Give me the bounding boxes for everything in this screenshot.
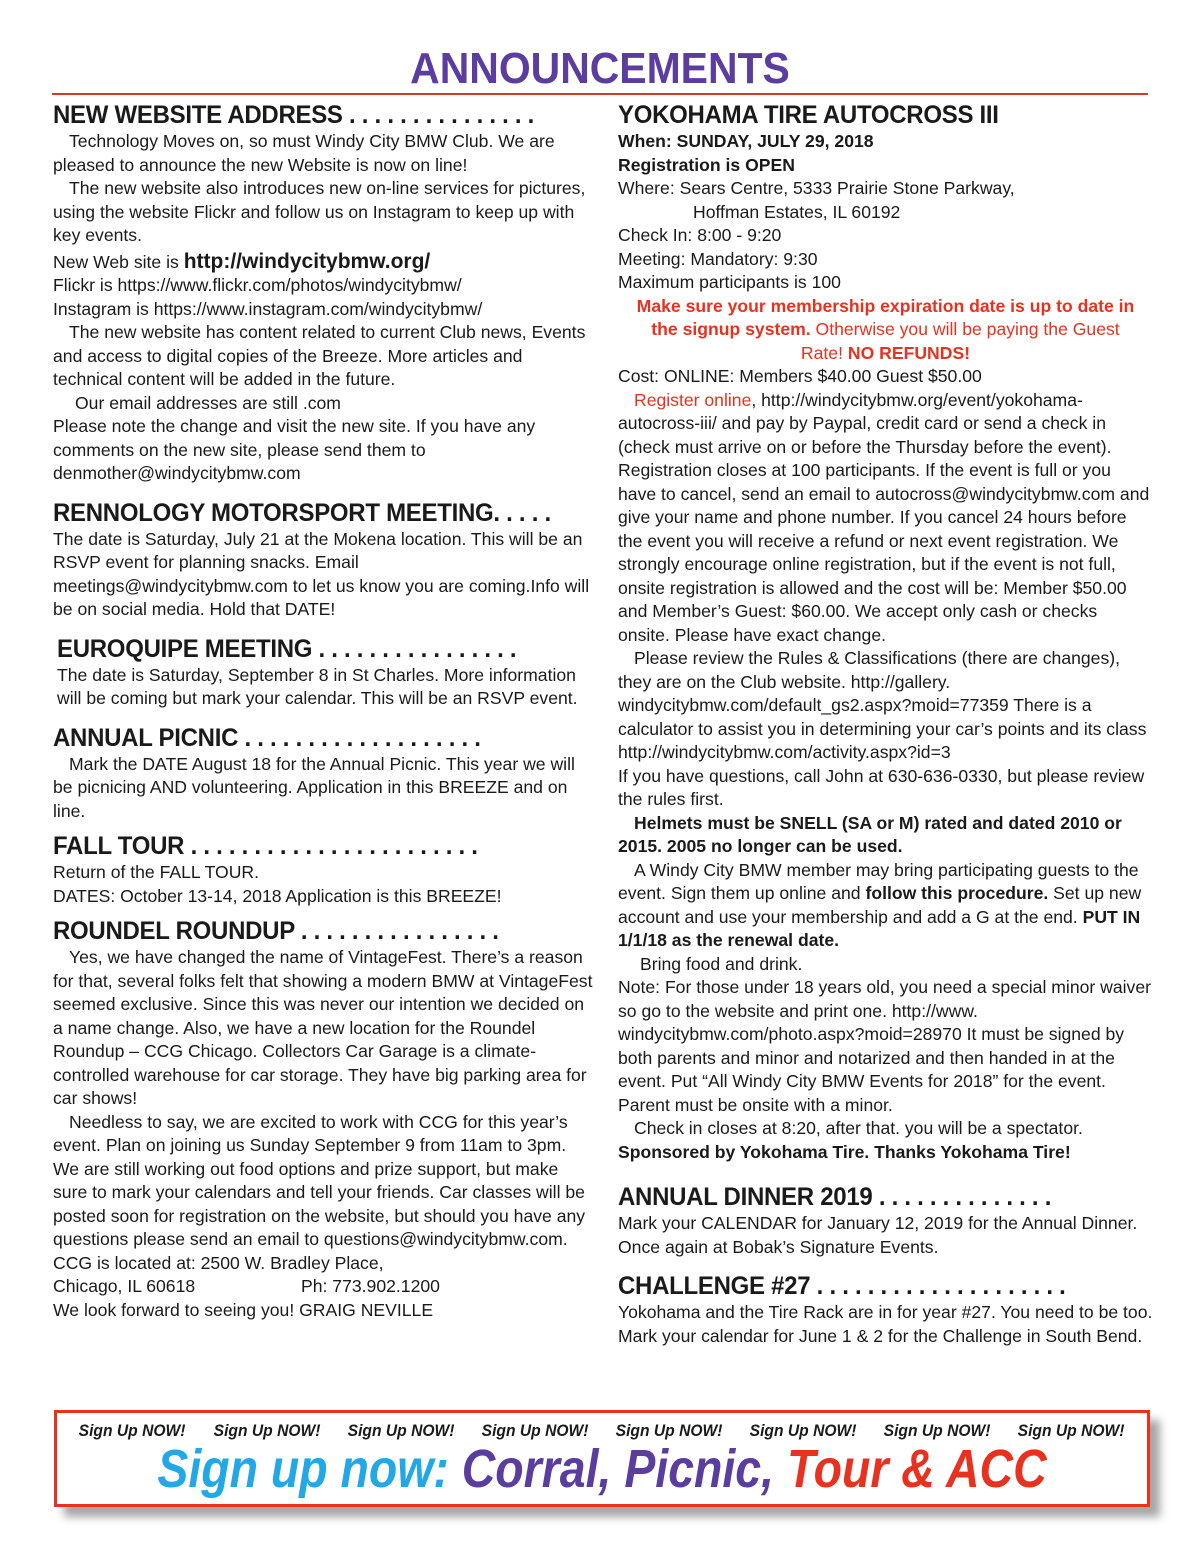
- roundel-p1: Yes, we have changed the name of VintageFest. There’s a reason for that, several folks felt that showing a modern BMW at VintageFest seemed exclusive. Since this was never our intention we decided on a name change. Also, we have a new location for the Roundel Roundup – CCG Chicago. Collectors Car Garage is a climate-controlled warehouse for car storage. They have big parking area for car shows!: [53, 947, 593, 1108]
- autocross-meeting: Meeting: Mandatory: 9:30: [618, 248, 818, 269]
- roundel-city: Chicago, IL 60618: [53, 1276, 196, 1296]
- website-p5: Please note the change and visit the new site. If you have any comments on the new site, please send them to denmother@windycitybmw.com: [53, 416, 536, 483]
- autocross-sponsor: Sponsored by Yokohama Tire. Thanks Yokohama Tire!: [618, 1141, 1071, 1162]
- fall-tour-line1: Return of the FALL TOUR.: [53, 862, 260, 882]
- signup-headline-b: Corral, Picnic,: [461, 1439, 775, 1499]
- autocross-section: [618, 100, 1153, 1164]
- signup-banner[interactable]: [54, 1410, 1150, 1507]
- signup-small-text: Sign Up NOW!: [749, 1421, 857, 1440]
- autocross-questions: If you have questions, call John at 630-636-0330, but please review the rules first.: [618, 765, 1145, 809]
- page-title: ANNOUNCEMENTS: [410, 44, 790, 93]
- euroquipe-section: [53, 634, 593, 711]
- title-divider: [52, 93, 1148, 95]
- autocross-checkclose: Check in closes at 8:20, after that. you will be a spectator.: [634, 1118, 1083, 1138]
- right-column: [618, 100, 1153, 1348]
- site-url-link[interactable]: http://windycitybmw.org/: [183, 249, 431, 273]
- roundel-closing: We look forward to seeing you! GRAIG NEVILLE: [53, 1299, 434, 1320]
- euroquipe-body: The date is Saturday, September 8 in St Charles. More information will be coming but mark your calendar. This will be an RSVP event.: [57, 664, 578, 708]
- signup-small-text: Sign Up NOW!: [1018, 1421, 1125, 1440]
- autocross-where2: Hoffman Estates, IL 60192: [693, 201, 901, 222]
- signup-small-text: Sign Up NOW!: [615, 1421, 723, 1440]
- roundel-location2: [53, 1275, 593, 1299]
- website-site-line: [53, 250, 593, 275]
- guests-text-b: follow this procedure.: [865, 883, 1049, 903]
- dinner-heading: ANNUAL DINNER 2019 . . . . . . . . . . . . . .: [618, 1183, 1052, 1211]
- roundel-location1: CCG is located at: 2500 W. Bradley Place,: [53, 1252, 384, 1273]
- warning-mid: Otherwise you will be paying the Guest Rate!: [800, 319, 1120, 363]
- autocross-note: Note: For those under 18 years old, you need a special minor waiver so go to the website and print one. http://www. windycitybmw.com/photo.aspx?moid=28970 It must be signed by both parents and minor and notarized and then handed in at the event. Put “All Windy City BMW Events for 2018” for the event. Parent must be onsite with a minor.: [618, 977, 1151, 1115]
- picnic-section: [53, 723, 593, 824]
- dinner-section: [618, 1182, 1153, 1259]
- autocross-when: When: SUNDAY, JULY 29, 2018: [618, 131, 874, 151]
- autocross-checkin: Check In: 8:00 - 9:20: [618, 225, 782, 245]
- autocross-registration: Registration is OPEN: [618, 154, 795, 175]
- autocross-helmets: Helmets must be SNELL (SA or M) rated and dated 2010 or 2015. 2005 no longer can be used.: [618, 812, 1122, 856]
- signup-small-text: Sign Up NOW!: [883, 1421, 991, 1440]
- website-p2: The new website also introduces new on-line services for pictures, using the website Flickr and follow us on Instagram to keep up with key events.: [53, 178, 586, 245]
- fall-tour-line2: DATES: October 13-14, 2018 Application is this BREEZE!: [53, 885, 502, 906]
- signup-small-text: Sign Up NOW!: [481, 1421, 589, 1440]
- autocross-rules: Please review the Rules & Classifications (there are changes), they are on the Club website. http://gallery. windycitybmw.com/default_gs2.aspx?moid=77359 There is a calculator to assist you in determining your car’s points and its class http://windycitybmw.com/activity.aspx?id=3: [618, 648, 1147, 762]
- warning-bold: Make sure your membership expiration date is up to date in the signup system.: [636, 295, 1135, 339]
- guests-text-a: A Windy City BMW member may bring participating guests to the event. Sign them up online and: [618, 859, 1139, 903]
- fall-tour-section: [53, 831, 593, 908]
- warning-end: NO REFUNDS!: [842, 342, 971, 363]
- rennology-section: [53, 498, 593, 622]
- website-heading: NEW WEBSITE ADDRESS . . . . . . . . . . . . . . .: [53, 101, 535, 129]
- autocross-guests: [618, 859, 1153, 953]
- website-p3: The new website has content related to current Club news, Events and access to digital copies of the Breeze. More articles and technical content will be added in the future.: [53, 322, 586, 389]
- picnic-body: Mark the DATE August 18 for the Annual Picnic. This year we will be picnicing AND volunteering. Application in this BREEZE and on line.: [53, 753, 575, 821]
- rennology-heading: RENNOLOGY MOTORSPORT MEETING. . . . .: [53, 498, 551, 527]
- flickr-line[interactable]: Flickr is https://www.flickr.com/photos/windycitybmw/: [53, 275, 462, 295]
- autocross-food: Bring food and drink.: [640, 953, 803, 974]
- roundel-phone: Ph: 773.902.1200: [301, 1276, 440, 1296]
- autocross-max: Maximum participants is 100: [618, 272, 841, 292]
- website-p4: Our email addresses are still .com: [75, 392, 341, 413]
- signup-headline: [133, 1438, 1070, 1500]
- instagram-line[interactable]: Instagram is https://www.instagram.com/windycitybmw/: [53, 298, 483, 319]
- challenge-section: [618, 1271, 1153, 1348]
- autocross-where1: Where: Sears Centre, 5333 Prairie Stone Parkway,: [618, 178, 1015, 198]
- signup-headline-c: Tour & ACC: [786, 1439, 1047, 1499]
- rennology-body: The date is Saturday, July 21 at the Mokena location. This will be an RSVP event for planning snacks. Email meetings@windycitybmw.com to let us know you are coming.Info will be on social media. Hold that DATE!: [53, 528, 590, 619]
- fall-tour-heading: FALL TOUR . . . . . . . . . . . . . . . . . . . . . . .: [53, 832, 478, 860]
- challenge-body: Yokohama and the Tire Rack are in for year #27. You need to be too. Mark your calendar for June 1 & 2 for the Challenge in South Bend.: [618, 1302, 1153, 1346]
- dinner-body: Mark your CALENDAR for January 12, 2019 for the Annual Dinner. Once again at Bobak’s Signature Events.: [618, 1213, 1138, 1257]
- roundel-section: [53, 916, 593, 1322]
- challenge-heading: CHALLENGE #27 . . . . . . . . . . . . . . . . . . . .: [618, 1272, 1066, 1300]
- site-label: New Web site is: [53, 251, 184, 272]
- left-column: [53, 100, 593, 1322]
- signup-small-text: Sign Up NOW!: [347, 1421, 455, 1440]
- signup-small-text: Sign Up NOW!: [213, 1421, 321, 1440]
- guests-text-c: Set up new account and use your membership and add a G at the end.: [618, 883, 1142, 927]
- roundel-heading: ROUNDEL ROUNDUP . . . . . . . . . . . . . . . .: [53, 917, 499, 945]
- membership-warning: [618, 295, 1153, 366]
- picnic-heading: ANNUAL PICNIC . . . . . . . . . . . . . . . . . . .: [53, 723, 481, 752]
- guests-text-d: PUT IN 1/1/18 as the renewal date.: [618, 906, 1141, 950]
- autocross-heading: YOKOHAMA TIRE AUTOCROSS III: [618, 101, 999, 129]
- autocross-registration-text: [618, 389, 1153, 648]
- website-p1: Technology Moves on, so must Windy City BMW Club. We are pleased to announce the new Website is now on line!: [53, 131, 555, 175]
- roundel-p2: Needless to say, we are excited to work with CCG for this year’s event. Plan on joining us Sunday September 9 from 11am to 3pm. We are still working out food options and prize support, but make sure to mark your calendars and tell your friends. Car classes will be posted soon for registration on the website, but should you have any questions please send an email to questions@windycitybmw.com.: [53, 1111, 586, 1249]
- signup-headline-a: Sign up now:: [157, 1439, 449, 1499]
- autocross-cost: Cost: ONLINE: Members $40.00 Guest $50.00: [618, 366, 982, 386]
- registration-details: , http://windycitybmw.org/event/yokohama-autocross-iii/ and pay by Paypal, credit card or send a check in (check must arrive on or before the Thursday before the event). Registration closes at 100 participants. If the event is full or you have to cancel, send an email to autocross@windycitybmw.com and give your name and phone number. If you cancel 24 hours before the event you will receive a refund or next event registration. We strongly encourage online registration, but if the event is not full, onsite registration is allowed and the cost will be: Member $50.00 and Member’s Guest: $60.00. We accept only cash or checks onsite. Please have exact change.: [618, 389, 1150, 645]
- euroquipe-heading: EUROQUIPE MEETING . . . . . . . . . . . . . . . .: [57, 634, 517, 663]
- register-online-link[interactable]: Register online: [634, 389, 752, 410]
- signup-small-text: Sign Up NOW!: [79, 1421, 186, 1440]
- website-section: [53, 100, 593, 486]
- autocross-where2-line: [618, 201, 1153, 225]
